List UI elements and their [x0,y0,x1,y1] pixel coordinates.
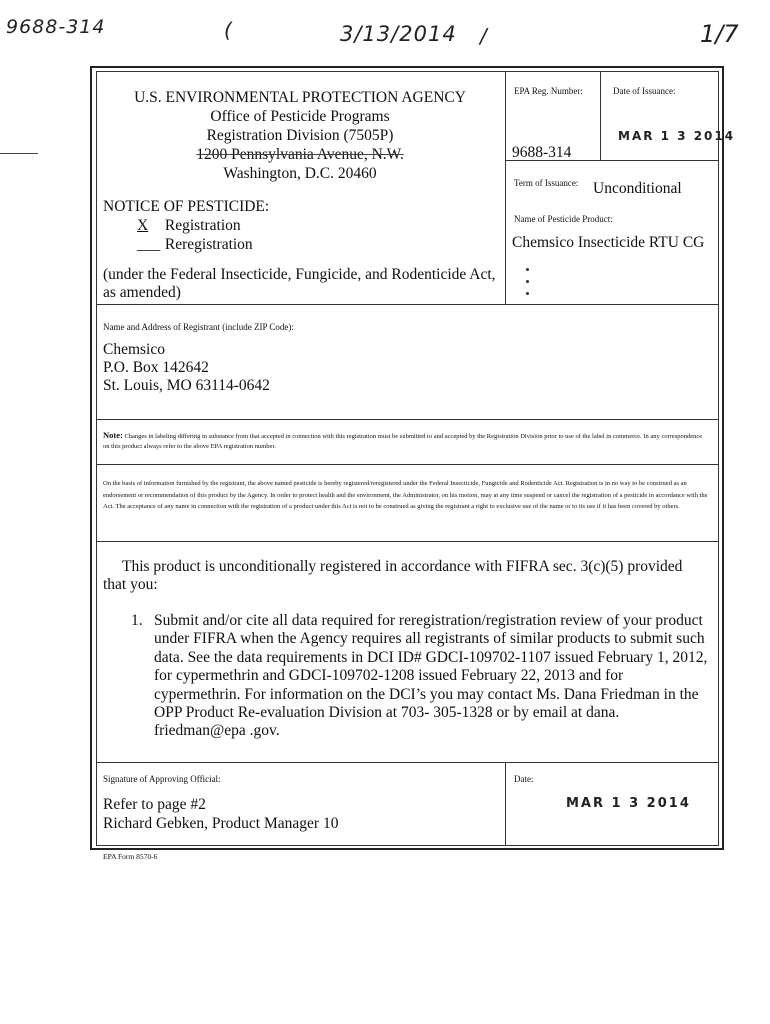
agency-header [100,88,500,183]
option-registration [103,216,269,235]
registrant-name: Chemsico [103,341,165,358]
registrant-city: St. Louis, MO 63114-0642 [103,377,270,394]
notice-of-pesticide [103,197,269,254]
condition-text: Submit and/or cite all data required for reregistration/registration review of your product under FIFRA when the Agency requires all registrants of similar products to submit such data. See the data requirements in DCI ID# GDCI-109702-1107 issued February 1, 2012, for cypermethrin and GDCI-109702-1208 issued February 22, 2013 and for cypermethrin. For information on the DCI’s you may contact Ms. Dana Friedman in the OPP Product Re-evaluation Division at 703- 305-1328 or by email at dana. friedman@epa .gov. [154,612,708,740]
note-label: Note: [103,430,123,440]
bullet-dot [526,280,529,283]
agency-division: Registration Division (7505P) [206,127,394,144]
notice-title: NOTICE OF PESTICIDE: [103,198,270,215]
agency-name: U.S. ENVIRONMENTAL PROTECTION AGENCY [134,89,466,106]
term-label: Term of Issuance: [514,178,579,188]
registration-label: Registration [164,217,241,234]
condition-number: 1. [131,612,143,629]
reg-date-divider [600,71,601,160]
registrant-label: Name and Address of Registrant (include ZIP Code): [103,322,294,332]
registrant-po-box: P.O. Box 142642 [103,359,209,376]
term-value: Unconditional [593,180,682,197]
condition-item [131,612,713,741]
agency-office: Office of Pesticide Programs [210,108,390,125]
signature-official: Richard Gebken, Product Manager 10 [103,815,339,832]
act-reference: (under the Federal Insecticide, Fungicide, and Rodenticide Act, as amended) [103,266,496,301]
basis-paragraph: On the basis of information furnished by the registrant, the above named pesticide is hereby registered/reregistered under the Federal Insecticide, Fungicide and Rodenticide Act. Registration is in no way to be construed as an endorsement or recommendation of this product by the Agency. In order to protect health and the environment, the Administrator, on his motion, may at any time suspend or cancel the registration of a pesticide in accordance with the Act. The acceptance of any name in connection with the registration of a product under this Act is not to be construed as giving the registrant a right to exclusive use of the name or to its use if it has been covered by others. [103,480,708,510]
registrant-bottom-rule [96,419,719,420]
handwritten-reg-number: 9688-314 [6,16,106,38]
note-bottom-rule [96,464,719,465]
note-paragraph [103,430,708,452]
handwritten-page-count: 1/7 [700,20,739,48]
reregistration-blank: ___ [137,236,161,253]
signature-date-stamp: MAR 1 3 2014 [566,796,691,811]
header-bottom-rule [96,304,719,305]
reregistration-label: Reregistration [164,236,253,253]
header-column-divider [505,71,506,304]
signature-block [103,795,338,833]
registration-checkmark: X [137,217,149,234]
form-number: EPA Form 8570-6 [103,852,158,861]
bullet-dot [526,292,529,295]
body-bottom-rule [96,762,719,763]
signature-reference: Refer to page #2 [103,796,206,813]
signature-date-divider [505,762,506,846]
handwritten-paren: ( [224,18,232,42]
signature-date-label: Date: [514,774,534,784]
product-name-label: Name of Pesticide Product: [514,214,613,224]
stray-mark [0,153,38,154]
issuance-date-stamp: MAR 1 3 2014 [618,129,736,143]
registrant-address [103,341,270,395]
signature-label: Signature of Approving Official: [103,774,221,784]
registration-conditions-intro: This product is unconditionally registered in accordance with FIFRA sec. 3(c)(5) provided that you: [103,558,683,593]
agency-city: Washington, D.C. 20460 [223,165,377,182]
product-name-value: Chemsico Insecticide RTU CG [512,234,705,251]
issuance-label: Date of Issuance: [613,86,676,96]
epa-reg-number: 9688-314 [512,144,572,161]
epa-reg-label: EPA Reg. Number: [514,86,583,96]
agency-street: 1200 Pennsylvania Avenue, N.W. [196,146,404,163]
option-reregistration [103,235,269,254]
bullet-dot [526,268,529,271]
handwritten-slash: / [480,24,487,48]
basis-bottom-rule [96,541,719,542]
note-text: Changes in labeling differing in substance from that accepted in connection with this registration must be submitted to and accepted by the Registration Division prior to use of the label in commerce. In any correspondence on this product always refer to the above EPA registration number. [103,433,703,450]
handwritten-date: 3/13/2014 [340,22,457,46]
